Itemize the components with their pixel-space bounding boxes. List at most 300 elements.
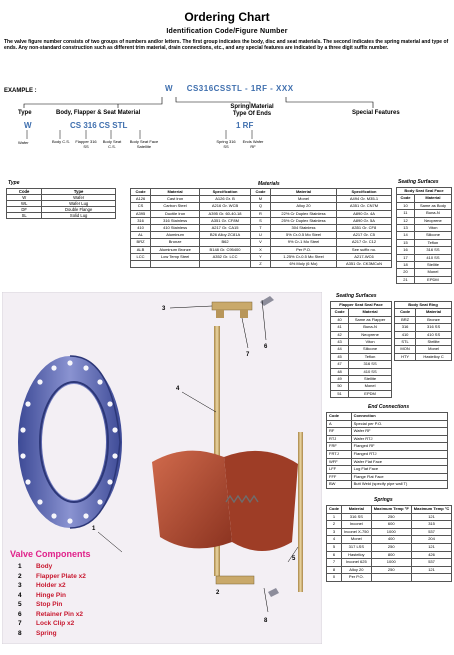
table-row xyxy=(331,316,392,323)
table-row xyxy=(327,473,448,481)
table-cell: 315 xyxy=(411,521,452,529)
table-cell: 15 xyxy=(397,239,415,246)
table-row xyxy=(327,574,452,582)
body-part xyxy=(18,356,122,528)
table-cell: 13 xyxy=(397,225,415,232)
table-cell: Bronze xyxy=(416,316,452,323)
cell: W xyxy=(7,195,42,201)
table-cell: 1 xyxy=(327,513,342,521)
table-cell: 44 xyxy=(331,346,349,353)
table-cell: 410 SS xyxy=(349,368,392,375)
table-cell: 17 xyxy=(397,254,415,261)
table-cell: 3 xyxy=(327,528,342,536)
table-cell: 18 xyxy=(397,262,415,269)
holder-lower xyxy=(216,576,254,584)
cell: Wafer xyxy=(42,195,116,201)
table-cell: 316 xyxy=(131,217,151,224)
table-cell: 1000 xyxy=(371,559,411,567)
table-cell: Viton xyxy=(414,225,451,232)
callout-4: 4 xyxy=(176,386,180,392)
table-cell: A126 xyxy=(131,196,151,203)
table-cell: A217-WC6 xyxy=(337,253,392,260)
table-cell: 10 xyxy=(397,202,415,209)
table-row xyxy=(331,390,392,397)
table-cell: A395 xyxy=(131,210,151,217)
table-cell: Monel xyxy=(342,536,372,544)
table-row xyxy=(331,383,392,390)
callout-1: 1 xyxy=(92,526,96,532)
table-row xyxy=(327,443,448,451)
table-row xyxy=(131,217,392,224)
table-cell: 250 xyxy=(371,566,411,574)
table-cell: Inconel 625 xyxy=(342,559,372,567)
table-cell: Stellite xyxy=(416,339,452,346)
table-cell: T xyxy=(250,225,270,232)
table-cell: MON xyxy=(395,346,416,353)
table-cell: Bronze xyxy=(151,239,200,246)
callout-6: 6 xyxy=(264,344,268,350)
table-cell: EPDM xyxy=(349,390,392,397)
table-cell: 14 xyxy=(397,232,415,239)
table-header: Code xyxy=(397,195,415,202)
table-cell: 410 SS xyxy=(416,331,452,338)
table-row xyxy=(397,217,452,224)
table-cell: RF xyxy=(327,428,352,436)
table-cell: A217 Gr. C5 xyxy=(337,232,392,239)
table-cell: 49 xyxy=(331,376,349,383)
table-cell: Z xyxy=(250,261,270,268)
component-number: 3 xyxy=(18,582,22,589)
table-cell: Neoprene xyxy=(349,331,392,338)
table-cell: A217 Gr. CA15 xyxy=(200,225,251,232)
table-cell: A395 Gr. 60-40-18 xyxy=(200,210,251,217)
table-cell xyxy=(371,574,411,582)
table-row xyxy=(397,254,452,261)
table-cell: BW xyxy=(327,481,352,489)
table-cell: Flanged RTJ xyxy=(351,450,447,458)
table-cell: A890 Gr. 4A xyxy=(337,210,392,217)
table-cell: Q xyxy=(250,203,270,210)
table-cell: 51 xyxy=(331,390,349,397)
type-table-title: Type xyxy=(8,180,20,186)
table-cell xyxy=(151,261,200,268)
component-label: Lock Clip x2 xyxy=(36,620,75,627)
table-cell: Buna-N xyxy=(414,210,451,217)
table-cell: 250 xyxy=(371,513,411,521)
table-row xyxy=(397,262,452,269)
component-label: Flapper Plate x2 xyxy=(36,572,86,580)
table-cell: Alloy 20 xyxy=(271,203,337,210)
table-cell: Silicone xyxy=(414,232,451,239)
table-cell: 4 xyxy=(327,536,342,544)
table-row xyxy=(131,253,392,260)
special-header: Special Features xyxy=(352,110,400,116)
table-cell: Teflon xyxy=(414,239,451,246)
seating-surfaces-title-2: Seating Surfaces xyxy=(336,293,377,299)
cell: WL xyxy=(7,201,42,207)
table-header: Maximum Temp °C xyxy=(411,506,452,514)
table-cell: B62 xyxy=(200,239,251,246)
body-code: CS 316 CS STL xyxy=(70,121,128,130)
cell: Wafer Lug xyxy=(42,201,116,207)
component-number: 5 xyxy=(18,601,22,608)
table-cell: Same as Body xyxy=(414,202,451,209)
table-cell: STL xyxy=(395,339,416,346)
table-cell: 316 xyxy=(395,324,416,331)
type-code: W xyxy=(24,121,32,130)
component-item xyxy=(18,619,86,629)
table-cell: Wafer RTJ xyxy=(351,435,447,443)
cell: DF xyxy=(7,207,42,213)
table-cell: 2 xyxy=(327,521,342,529)
table-row xyxy=(131,261,392,268)
table-cell: 250 xyxy=(371,543,411,551)
table-cell: Silicone xyxy=(349,346,392,353)
table-cell: 410 SS xyxy=(414,254,451,261)
table-cell: LFF xyxy=(327,466,352,474)
table-cell: See suffix no. xyxy=(337,246,392,253)
table-header: Code xyxy=(250,189,270,196)
table-row xyxy=(331,339,392,346)
table-header: Code xyxy=(131,189,151,196)
table-row xyxy=(327,420,448,428)
table-cell: Inconel X-750 xyxy=(342,528,372,536)
component-item xyxy=(18,591,86,601)
table-cell: 1.25% Cr-0.5 Mo Steel xyxy=(271,253,337,260)
table-cell: Aluminum xyxy=(151,232,200,239)
table-header: Material xyxy=(271,189,337,196)
callout-8: 8 xyxy=(264,618,268,624)
table-header: Code xyxy=(331,309,349,316)
cell: SL xyxy=(7,213,42,219)
table-cell: WFF xyxy=(327,458,352,466)
table-cell: 317 LSS xyxy=(342,543,372,551)
table-cell: B26 Alloy ZC81A xyxy=(200,232,251,239)
table-row xyxy=(331,368,392,375)
table-row xyxy=(397,232,452,239)
table-row xyxy=(327,536,452,544)
component-number: 2 xyxy=(18,572,22,580)
table-cell: Hastelloy xyxy=(342,551,372,559)
table-cell: 400 xyxy=(371,536,411,544)
table-row xyxy=(131,210,392,217)
component-label: Holder x2 xyxy=(36,582,66,589)
table-cell: 316 SS xyxy=(349,361,392,368)
table-cell: Flange Flat Face xyxy=(351,473,447,481)
table-cell: A217 Gr. C12 xyxy=(337,239,392,246)
table-cell: 316 SS xyxy=(342,513,372,521)
table-cell: Inconel xyxy=(342,521,372,529)
table-row xyxy=(395,316,452,323)
flapper-seat-table xyxy=(330,301,392,398)
body-sub-2: Flapper 316 SS xyxy=(75,139,97,149)
table-cell: RTJ xyxy=(327,435,352,443)
table-row xyxy=(395,353,452,360)
table-cell: A352 Gr. LCC xyxy=(200,253,251,260)
table-cell: 43 xyxy=(331,339,349,346)
table-cell: FRTJ xyxy=(327,450,352,458)
page-title: Ordering Chart xyxy=(184,10,270,24)
body-seat-ring-table xyxy=(394,301,452,361)
table-row xyxy=(131,239,392,246)
table-row xyxy=(397,247,452,254)
table-cell: CS xyxy=(131,203,151,210)
table-cell: 121 xyxy=(411,543,452,551)
component-label: Hinge Pin xyxy=(36,591,66,599)
table-cell: A351 Gr. CN7M xyxy=(337,203,392,210)
table-cell: 7 xyxy=(327,559,342,567)
table-cell: X xyxy=(250,246,270,253)
table-header: Code xyxy=(327,506,342,514)
table-row xyxy=(327,428,448,436)
table-cell: 12 xyxy=(397,217,415,224)
type-desc: Wafer xyxy=(18,140,29,145)
component-number: 4 xyxy=(18,591,22,599)
table-cell: Flanged RF xyxy=(351,443,447,451)
materials-table xyxy=(130,188,392,268)
cell: Solid Lug xyxy=(42,213,116,219)
body-header: Body, Flapper & Seat Material xyxy=(56,110,141,116)
table-row xyxy=(327,559,452,567)
component-label: Body xyxy=(36,563,53,570)
table-subtitle: Body Seat Seal Face xyxy=(397,188,452,195)
table-row xyxy=(395,346,452,353)
body-sub-4: Body Seat Face Satellite xyxy=(129,139,159,149)
table-row xyxy=(397,210,452,217)
table-row xyxy=(327,521,452,529)
table-cell xyxy=(131,261,151,268)
table-cell: Teflon xyxy=(349,353,392,360)
table-header: Code xyxy=(395,309,416,316)
table-cell: 5% Cr-0.5 Mo Steel xyxy=(271,232,337,239)
table-cell: Monel xyxy=(271,196,337,203)
end-connections-table xyxy=(326,412,448,489)
table-cell: 8 xyxy=(327,566,342,574)
table-row xyxy=(327,543,452,551)
table-cell: 121 xyxy=(411,566,452,574)
table-cell xyxy=(411,574,452,582)
table-subtitle: Body Seat Ring xyxy=(395,302,452,309)
table-row xyxy=(331,376,392,383)
table-row xyxy=(327,566,452,574)
table-cell: 22% Cr Duplex Stainless xyxy=(271,210,337,217)
table-row xyxy=(327,513,452,521)
table-cell: 21 xyxy=(397,276,415,283)
table-cell: A351 Gr. CF8M xyxy=(200,217,251,224)
component-number: 1 xyxy=(18,563,22,570)
table-row xyxy=(327,528,452,536)
table-header: Material xyxy=(416,309,452,316)
table-cell: Wafer Flat Face xyxy=(351,458,447,466)
table-cell: Cast Iron xyxy=(151,196,200,203)
flapper-plate-left xyxy=(152,451,232,549)
table-cell: Stellite xyxy=(414,262,451,269)
example-label: EXAMPLE : xyxy=(4,88,37,94)
table-row xyxy=(327,481,448,489)
table-row xyxy=(327,551,452,559)
component-number: 7 xyxy=(18,620,22,627)
table-header: Connection xyxy=(351,413,447,421)
table-cell: V xyxy=(250,239,270,246)
table-row xyxy=(395,324,452,331)
table-cell: Same as Flapper xyxy=(349,316,392,323)
spring-code: 1 RF xyxy=(236,121,254,130)
component-item xyxy=(18,629,86,639)
table-row xyxy=(331,353,392,360)
component-item xyxy=(18,581,86,591)
table-row xyxy=(327,435,448,443)
table-cell: M xyxy=(250,196,270,203)
table-cell: 800 xyxy=(371,551,411,559)
table-cell: A351 Gr. CK3MCuN xyxy=(337,261,392,268)
table-cell: Low Temp Steel xyxy=(151,253,200,260)
table-cell: 204 xyxy=(411,536,452,544)
table-cell: Per P.O. xyxy=(342,574,372,582)
table-cell: 25% Cr Duplex Stainless xyxy=(271,217,337,224)
example-code-body: CS316CSSTL - 1RF - XXX xyxy=(186,84,294,93)
table-cell: 50 xyxy=(331,383,349,390)
type-header: Type xyxy=(18,110,32,116)
component-label: Spring xyxy=(36,629,57,637)
table-subtitle: Flapper Seat Seal Face xyxy=(331,302,392,309)
end-connections-title: End Connections xyxy=(368,404,410,410)
table-cell: 410 xyxy=(131,225,151,232)
body-seat-table xyxy=(396,187,452,284)
component-label: Stop Pin xyxy=(36,601,63,608)
callout-3: 3 xyxy=(162,306,166,312)
table-cell: 316 SS xyxy=(416,324,452,331)
table-cell: 600 xyxy=(371,521,411,529)
table-header: Specification xyxy=(337,189,392,196)
table-row xyxy=(397,225,452,232)
table-cell: 316 SS xyxy=(414,247,451,254)
intro-paragraph: The valve figure number consists of two groups of numbers and/or letters. The first group indicates the body, disc and seat materials. The second indicates the spring material and type of ends. Any non-standard construction such as different trim material, drain connections, etc., and any special features are indicated by a three digit suffix number. xyxy=(4,39,449,52)
table-row xyxy=(7,213,116,219)
callout-5: 5 xyxy=(292,556,296,562)
spring-sub-1: Spring 316 SS xyxy=(216,139,236,149)
table-cell: Neoprene xyxy=(414,217,451,224)
table-cell: BRZ xyxy=(131,239,151,246)
table-cell: B148 Gr. C95400 xyxy=(200,246,251,253)
type-col-type: Type xyxy=(42,189,116,195)
callout-7: 7 xyxy=(246,352,250,358)
table-cell: 5 xyxy=(327,543,342,551)
component-item xyxy=(18,610,86,620)
table-cell: Lug Flat Face xyxy=(351,466,447,474)
table-cell: Ductile Iron xyxy=(151,210,200,217)
table-cell: 45 xyxy=(331,353,349,360)
callout-2: 2 xyxy=(216,590,220,596)
table-header: Code xyxy=(327,413,352,421)
component-label: Retainer Pin x2 xyxy=(36,610,83,618)
table-cell: BRZ xyxy=(395,316,416,323)
table-cell: Y xyxy=(250,253,270,260)
table-cell: Alloy 20 xyxy=(342,566,372,574)
table-cell: 410 xyxy=(395,331,416,338)
table-cell: 20 xyxy=(397,269,415,276)
table-cell: Per P.O. xyxy=(271,246,337,253)
body-sub-1: Body C.S. xyxy=(51,139,70,144)
table-row xyxy=(327,466,448,474)
table-cell: Monel xyxy=(349,383,392,390)
table-header: Material xyxy=(342,506,372,514)
table-cell: A216 Gr. WCB xyxy=(200,203,251,210)
component-number: 8 xyxy=(18,629,22,637)
table-cell: 121 xyxy=(411,513,452,521)
table-cell: 537 xyxy=(411,528,452,536)
table-cell: 48 xyxy=(331,368,349,375)
springs-table xyxy=(326,505,452,582)
table-header: Material xyxy=(151,189,200,196)
table-row xyxy=(327,458,448,466)
table-cell: 304 Stainless xyxy=(271,225,337,232)
table-cell: 6 xyxy=(327,551,342,559)
table-cell: Monel xyxy=(414,269,451,276)
table-cell: FFF xyxy=(327,473,352,481)
table-cell: Wafer RF xyxy=(351,428,447,436)
table-cell: U xyxy=(250,232,270,239)
component-item xyxy=(18,600,86,610)
table-row xyxy=(131,246,392,253)
table-row xyxy=(131,203,392,210)
component-item xyxy=(18,572,86,582)
table-cell: Viton xyxy=(349,339,392,346)
spring-header-1: Spring Material xyxy=(230,104,274,110)
table-cell: 41 xyxy=(331,324,349,331)
table-row xyxy=(397,276,452,283)
table-header: Material xyxy=(349,309,392,316)
table-row xyxy=(131,232,392,239)
table-row xyxy=(331,361,392,368)
table-cell: ALB xyxy=(131,246,151,253)
components-title: Valve Components xyxy=(10,549,91,559)
page-subtitle: Identification Code/Figure Number xyxy=(166,28,288,35)
table-header: Material xyxy=(414,195,451,202)
table-cell: HTY xyxy=(395,353,416,360)
table-cell: 11 xyxy=(397,210,415,217)
table-cell: Monel xyxy=(416,346,452,353)
table-header: Specification xyxy=(200,189,251,196)
table-cell: Aluminum Bronze xyxy=(151,246,200,253)
table-cell xyxy=(200,261,251,268)
table-cell: S xyxy=(250,217,270,224)
type-col-code: Code xyxy=(7,189,42,195)
table-cell: AL xyxy=(131,232,151,239)
table-cell: LCC xyxy=(131,253,151,260)
table-row xyxy=(397,202,452,209)
table-cell: A890 Gr. 5A xyxy=(337,217,392,224)
stop-pin xyxy=(298,432,303,592)
body-sub-3: Body Seat C.S. xyxy=(102,139,122,149)
table-cell: A494 Gr. M35-1 xyxy=(337,196,392,203)
table-row xyxy=(331,331,392,338)
table-cell: 426 xyxy=(411,551,452,559)
table-cell: EPDM xyxy=(414,276,451,283)
table-cell: Carbon Steel xyxy=(151,203,200,210)
table-row xyxy=(331,324,392,331)
table-row xyxy=(397,269,452,276)
springs-title: Springs xyxy=(374,497,393,503)
seating-surfaces-title-1: Seating Surfaces xyxy=(398,179,439,185)
table-cell: FRF xyxy=(327,443,352,451)
components-list xyxy=(18,562,86,638)
table-cell: 316 Stainless xyxy=(151,217,200,224)
table-cell: A351 Gr. CF8 xyxy=(337,225,392,232)
table-cell: 47 xyxy=(331,361,349,368)
spring-header-2: Type Of Ends xyxy=(232,111,272,117)
table-header: Maximum Temp °F xyxy=(371,506,411,514)
table-cell: 42 xyxy=(331,331,349,338)
